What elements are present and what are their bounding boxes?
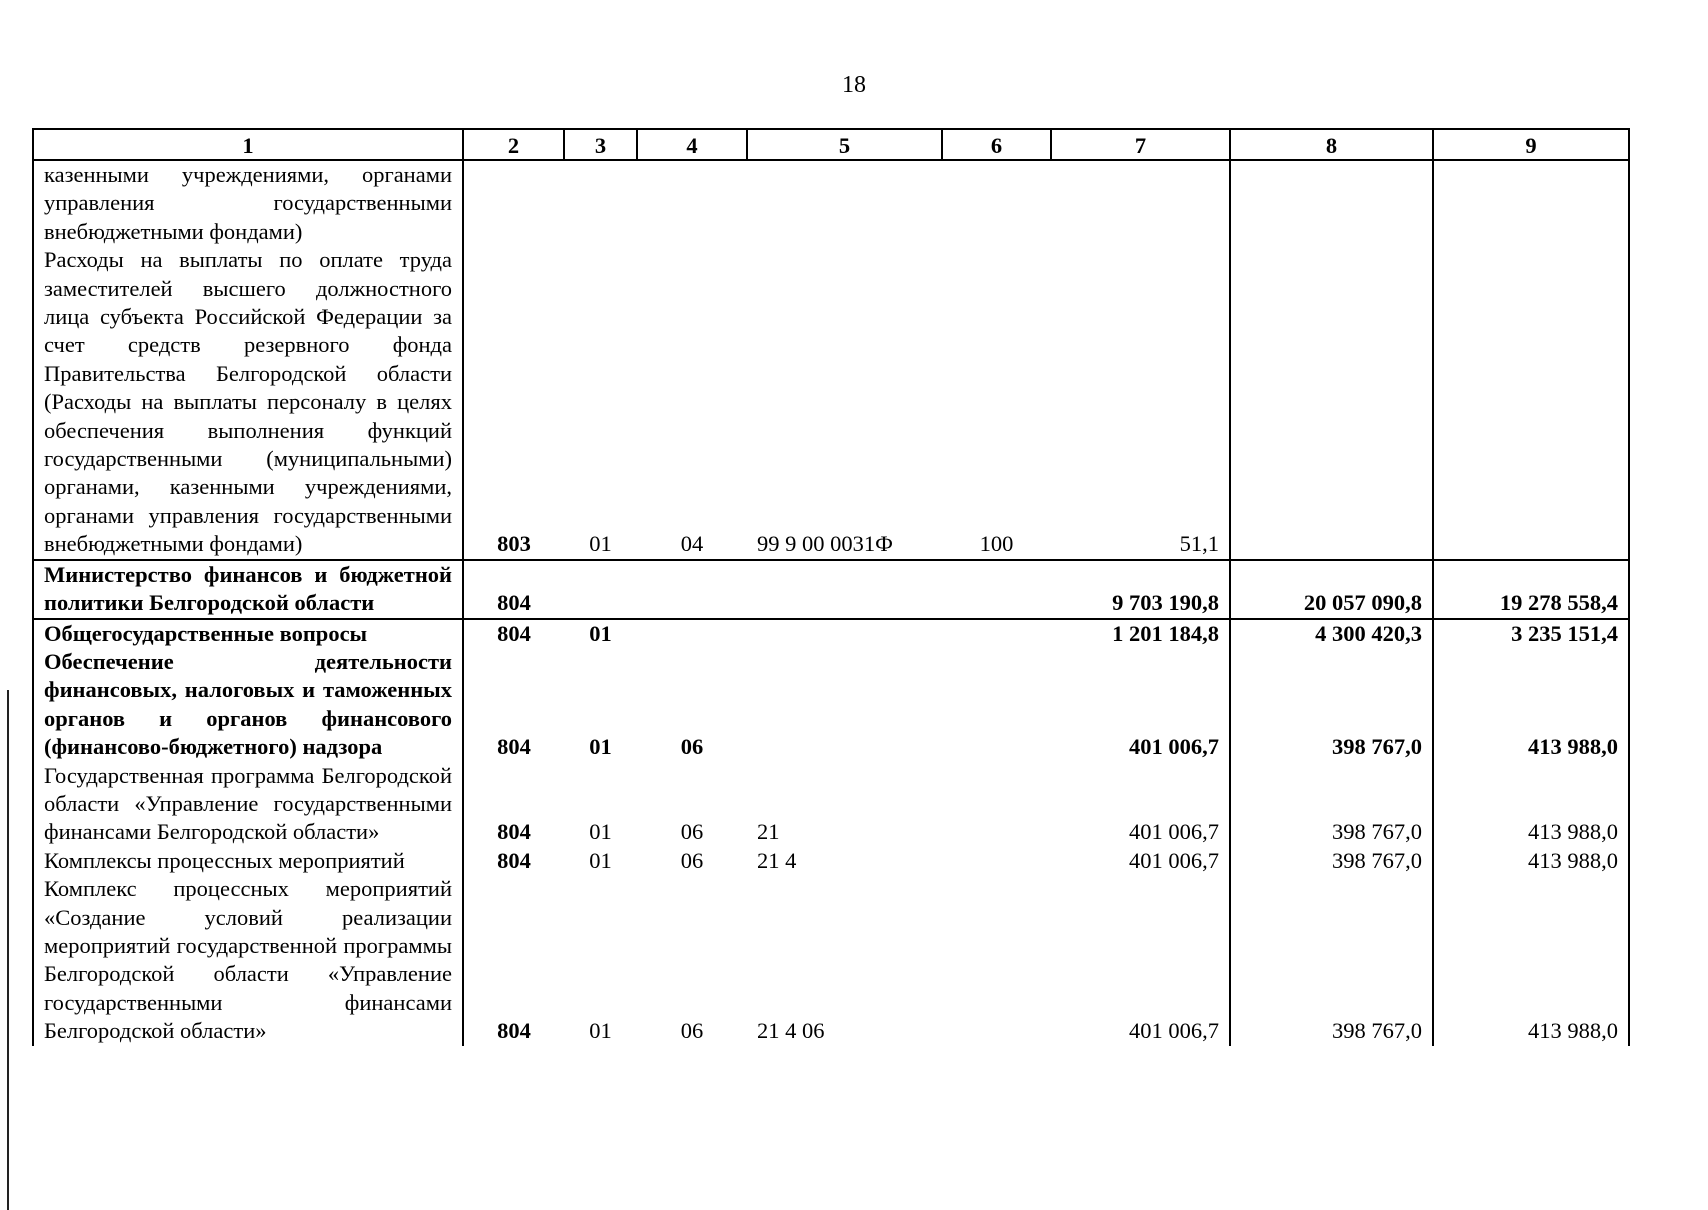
table-row <box>33 619 1629 648</box>
table-row <box>33 648 1629 762</box>
row-target-article: 21 4 <box>757 847 797 873</box>
row-description: Государственная программа Белгородской области «Управление государственными финансами Белгородской области» <box>33 762 463 847</box>
row-amount-col9: 19 278 558,4 <box>1433 560 1629 619</box>
row-amount-col9: 413 988,0 <box>1433 762 1629 847</box>
row-ministry-code: 804 <box>497 819 531 845</box>
row-amount-col8: 4 300 420,3 <box>1230 619 1433 648</box>
row-target-article <box>747 619 942 648</box>
row-target-article <box>747 560 942 619</box>
header-col-6: 6 <box>942 129 1051 160</box>
row-subsection <box>637 619 747 648</box>
header-col-3: 3 <box>564 129 637 160</box>
row-description: Общегосударственные вопросы <box>33 619 463 648</box>
row-expense-type <box>942 160 1051 246</box>
row-ministry-code: 804 <box>497 847 531 873</box>
header-col-5: 5 <box>747 129 942 160</box>
budget-table <box>32 128 1630 1046</box>
row-amount-col8: 398 767,0 <box>1230 648 1433 762</box>
row-target-article <box>747 648 942 762</box>
row-amount-col7: 401 006,7 <box>1129 734 1219 760</box>
row-amount-col7: 401 006,7 <box>1129 847 1219 873</box>
row-section: 01 <box>589 1018 612 1044</box>
row-amount-col7: 401 006,7 <box>1129 1018 1219 1044</box>
row-subsection <box>637 560 747 619</box>
row-amount-col9: 413 988,0 <box>1433 847 1629 875</box>
row-subsection: 06 <box>680 847 704 873</box>
row-amount-col9: 3 235 151,4 <box>1433 619 1629 648</box>
row-amount-col8: 398 767,0 <box>1230 875 1433 1045</box>
table-row <box>33 762 1629 847</box>
row-target-article: 21 <box>757 819 780 845</box>
table-row <box>33 560 1629 619</box>
row-amount-col7: 51,1 <box>1051 246 1230 559</box>
row-amount-col7: 9 703 190,8 <box>1051 560 1230 619</box>
row-subsection <box>637 160 747 246</box>
row-ministry-code: 804 <box>463 560 564 619</box>
header-col-9: 9 <box>1433 129 1629 160</box>
header-row <box>33 129 1629 160</box>
row-amount-col9: 413 988,0 <box>1433 875 1629 1045</box>
row-section <box>564 160 637 246</box>
table-row <box>33 847 1629 875</box>
table-row <box>33 875 1629 1045</box>
row-subsection: 06 <box>680 819 704 845</box>
row-section <box>564 560 637 619</box>
row-section: 01 <box>589 734 612 760</box>
row-expense-type <box>942 648 1051 762</box>
table-row <box>33 160 1629 246</box>
row-subsection: 06 <box>680 734 704 760</box>
row-section: 01 <box>589 819 612 845</box>
row-amount-col8 <box>1230 246 1433 559</box>
row-section: 01 <box>589 620 612 646</box>
row-ministry-code: 804 <box>497 734 531 760</box>
row-expense-type <box>942 847 1051 875</box>
row-description: казенными учреждениями, органами управления государственными внебюджетными фондами) <box>33 160 463 246</box>
row-description: Обеспечение деятельности финансовых, налоговых и таможенных органов и органов финансового (финансово-бюджетного) надзора <box>33 648 463 762</box>
row-amount-col7: 1 201 184,8 <box>1112 620 1219 646</box>
header-col-8: 8 <box>1230 129 1433 160</box>
scan-edge-line <box>7 690 9 1210</box>
row-ministry-code: 804 <box>497 620 531 646</box>
row-description: Комплекс процессных мероприятий «Создание условий реализации мероприятий государственной программы Белгородской области «Управление государственными финансами Белгородской области» <box>33 875 463 1045</box>
row-description: Расходы на выплаты по оплате труда заместителей высшего должностного лица субъекта Российской Федерации за счет средств резервного фонда Правительства Белгородской области (Расходы на выплаты персоналу в целях обеспечения выполнения функций государственными (муниципальными) органами, казенными учреждениями, органами управления государственными внебюджетными фондами) <box>33 246 463 559</box>
row-ministry-code: 804 <box>497 1018 531 1044</box>
row-amount-col7: 401 006,7 <box>1129 819 1219 845</box>
row-amount-col8 <box>1230 160 1433 246</box>
row-target-article: 99 9 00 0031Ф <box>747 246 942 559</box>
row-description: Комплексы процессных мероприятий <box>33 847 463 875</box>
page-number: 18 <box>842 72 866 98</box>
row-ministry-code: 803 <box>463 246 564 559</box>
row-target-article: 21 4 06 <box>757 1018 825 1044</box>
row-amount-col8: 20 057 090,8 <box>1230 560 1433 619</box>
row-description: Министерство финансов и бюджетной политики Белгородской области <box>33 560 463 619</box>
table-row <box>33 246 1629 559</box>
row-amount-col8: 398 767,0 <box>1230 762 1433 847</box>
row-amount-col8: 398 767,0 <box>1230 847 1433 875</box>
row-subsection: 06 <box>680 1018 704 1044</box>
row-amount-col9: 413 988,0 <box>1433 648 1629 762</box>
row-expense-type <box>942 560 1051 619</box>
row-amount-col9 <box>1433 246 1629 559</box>
row-amount-col9 <box>1433 160 1629 246</box>
row-expense-type <box>942 619 1051 648</box>
row-target-article <box>747 160 942 246</box>
header-col-1: 1 <box>33 129 463 160</box>
row-subsection: 04 <box>637 246 747 559</box>
header-col-7: 7 <box>1051 129 1230 160</box>
header-col-2: 2 <box>463 129 564 160</box>
row-section: 01 <box>564 246 637 559</box>
row-expense-type <box>942 875 1051 1045</box>
header-col-4: 4 <box>637 129 747 160</box>
row-expense-type <box>942 762 1051 847</box>
row-section: 01 <box>589 847 612 873</box>
row-ministry-code <box>463 160 564 246</box>
row-amount-col7 <box>1051 160 1230 246</box>
row-expense-type: 100 <box>942 246 1051 559</box>
